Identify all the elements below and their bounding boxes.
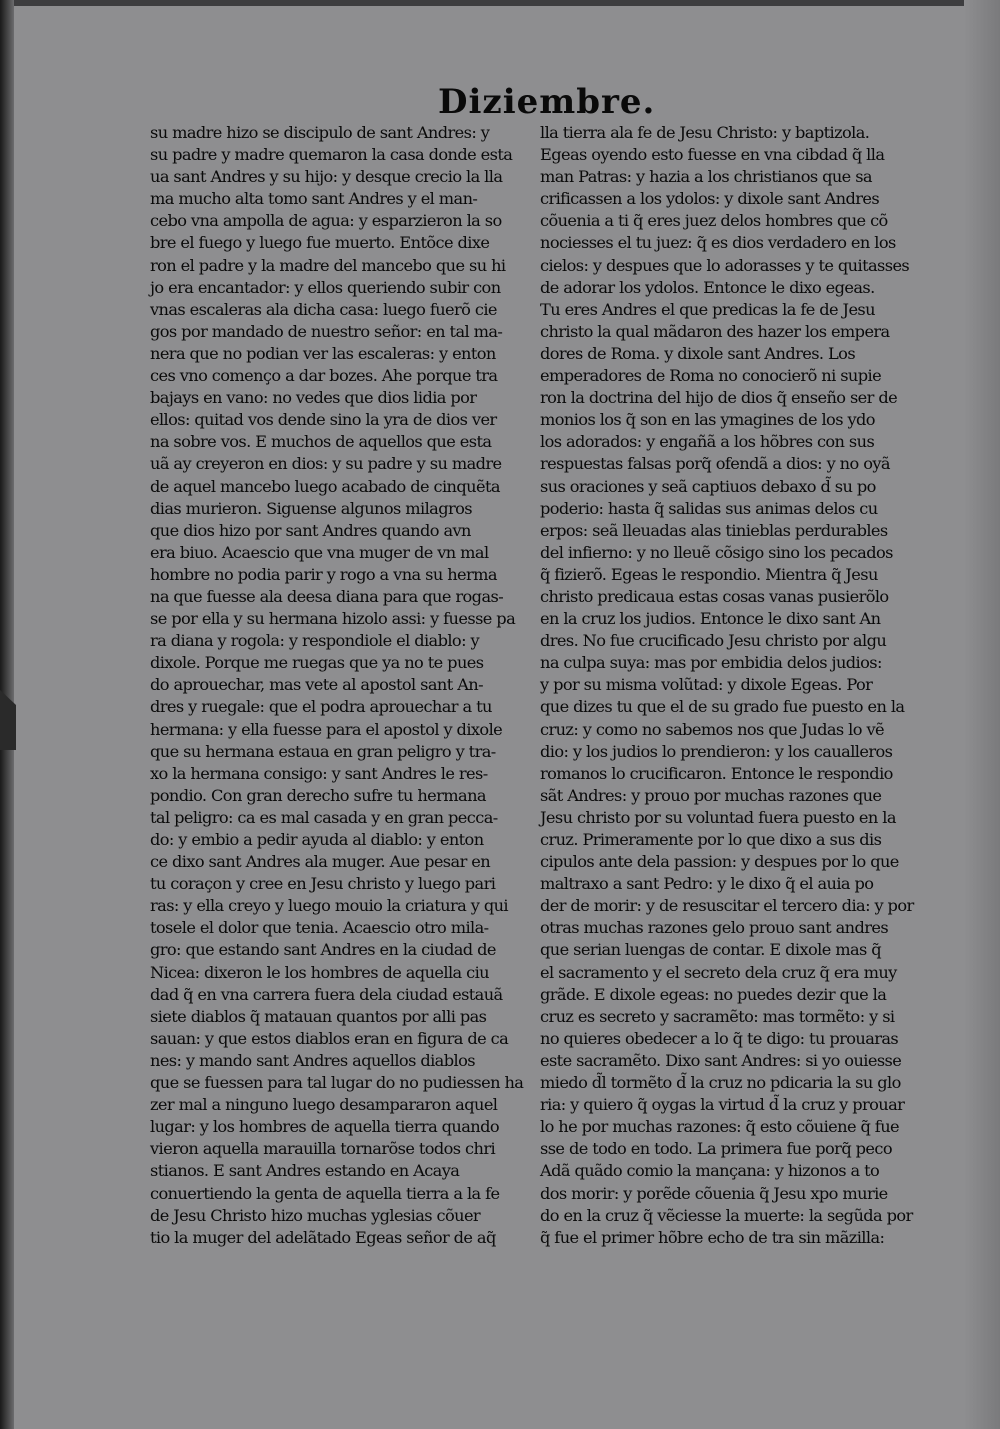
right-column-line: lla tierra ala fe de Jesu Christo: y baptizola. [540,123,870,142]
right-column-line: sus oraciones y seã captiuos debaxo d̃ su po [540,476,876,496]
left-column-line: vieron aquella marauilla tornarõse todos chri [150,1139,496,1159]
left-column-line: stianos. E sant Andres estando en Acaya [150,1161,460,1181]
right-column-line: cruz: y como no sabemos nos que Judas lo vẽ [540,719,884,739]
right-column-line: cruz es secreto y sacramẽto: mas tormẽto: y si [540,1006,895,1026]
left-column-line: conuertiendo la genta de aquella tierra a la fe [150,1183,500,1203]
left-text-column [150,122,525,1249]
right-column-line: cõuenia a ti q̃ eres juez delos hombres que cõ [540,211,888,231]
right-column-line: poderio: hasta q̃ salidas sus animas delos cu [540,498,878,518]
left-column-line: que su hermana estaua en gran peligro y tra- [150,741,496,761]
left-column-line: siete diablos q̃ matauan quantos por alli pas [150,1006,487,1026]
left-column-line: ua sant Andres y su hijo: y desque crecio la lla [150,167,503,187]
left-column-line: su madre hizo se discipulo de sant Andres: y [150,123,490,142]
left-column-line: pondio. Con gran derecho sufre tu hermana [150,785,486,805]
right-column-line: Adã quãdo comio la mançana: y hizonos a to [540,1161,880,1181]
left-column-line: ces vno començo a dar bozes. Ahe porque tra [150,366,498,386]
right-column-line: otras muchas razones gelo prouo sant andres [540,918,889,938]
right-column-line: ron la doctrina del hijo de dios q̃ enseño ser de [540,388,898,408]
right-column-line: christo predicaua estas cosas vanas pusierõlo [540,586,889,606]
left-column-line: hombre no podia parir y rogo a vna su herma [150,564,497,584]
left-column-line: nes: y mando sant Andres aquellos diablos [150,1050,475,1070]
left-column-line: tal peligro: ca es mal casada y en gran pecca- [150,807,498,827]
left-column-line: dad q̃ en vna carrera fuera dela ciudad estauã [150,984,503,1004]
right-column-line: sse de todo en todo. La primera fue porq̃ peco [540,1139,892,1159]
right-column-line: grãde. E dixole egeas: no puedes dezir que la [540,984,887,1004]
right-column-line: dores de Roma. y dixole sant Andres. Los [540,343,856,363]
right-column-line: q̃ fue el primer hõbre echo de tra sin mãzilla: [540,1227,885,1247]
left-column-line: que se fuessen para tal lugar do no pudiessen ha [150,1073,524,1093]
left-column-line: de aquel mancebo luego acabado de cinquẽta [150,476,500,496]
left-column-line: na que fuesse ala deesa diana para que rogas- [150,586,504,606]
left-column-line: cebo vna ampolla de agua: y esparzieron la so [150,211,502,231]
right-column-line: y por su misma volũtad: y dixole Egeas. Por [540,675,873,695]
top-scan-edge [0,0,1000,6]
right-column-line: Jesu christo por su voluntad fuera puesto en la [540,807,896,827]
left-column-line: gro: que estando sant Andres en la ciudad de [150,940,496,960]
right-column-line: man Patras: y hazia a los christianos que sa [540,167,872,187]
left-column-line: tio la muger del adelãtado Egeas señor de aq̃ [150,1227,496,1247]
right-column-line: q̃ fizierõ. Egeas le respondio. Mientra q̃ Jesu [540,564,878,584]
right-column-line: Egeas oyendo esto fuesse en vna cibdad q̃ lla [540,145,885,165]
right-column-line: maltraxo a sant Pedro: y le dixo q̃ el auia po [540,874,874,894]
left-column-line: sauan: y que estos diablos eran en figura de ca [150,1028,509,1048]
right-column-line: miedo d̃l tormẽto d̃ la cruz no pdicaria la su glo [540,1073,901,1093]
right-column-line: de adorar los ydolos. Entonce le dixo egeas. [540,277,875,297]
right-column-line: cruz. Primeramente por lo que dixo a sus dis [540,830,882,849]
left-column-line: ellos: quitad vos dende sino la yra de dios ver [150,410,497,430]
left-column-line: na sobre vos. E muchos de aquellos que esta [150,432,492,452]
right-column-line: el sacramento y el secreto dela cruz q̃ era muy [540,962,897,982]
left-column-line: xo la hermana consigo: y sant Andres le res- [150,763,488,783]
right-column-line: dres. No fue crucificado Jesu christo por algu [540,631,887,651]
left-column-line: hermana: y ella fuesse para el apostol y dixole [150,719,503,739]
left-column-line: que dios hizo por sant Andres quando avn [150,520,471,540]
right-column-line: der de morir: y de resuscitar el tercero dia: y por [540,896,914,916]
left-column-line: dres y ruegale: que el podra aprouechar a tu [150,697,492,717]
right-column-line: na culpa suya: mas por embidia delos judios: [540,653,882,673]
right-column-line: romanos lo crucificaron. Entonce le respondio [540,763,893,783]
left-column-line: zer mal a ninguno luego desampararon aquel [150,1095,498,1115]
right-column-line: dio: y los judios lo prendieron: y los caualleros [540,741,893,761]
left-column-line: dixole. Porque me ruegas que ya no te pues [150,653,484,673]
left-column-line: dias murieron. Siguense algunos milagros [150,498,472,518]
left-column-line: ra diana y rogola: y respondiole el diablo: y [150,631,480,651]
left-column-line: nera que no podian ver las escaleras: y enton [150,343,496,363]
left-column-line: ron el padre y la madre del mancebo que su hi [150,255,506,275]
right-column-line: erpos: seã lleuadas alas tinieblas perdurables [540,520,888,540]
left-column-line: uã ay creyeron en dios: y su padre y su madre [150,454,502,474]
right-column-line: sãt Andres: y prouo por muchas razones que [540,785,882,805]
right-column-line: del infierno: y no lleuẽ cõsigo sino los pecados [540,542,893,562]
right-column-line: lo he por muchas razones: q̃ esto cõuiene q̃ fue [540,1117,899,1137]
left-column-line: gos por mandado de nuestro señor: en tal ma- [150,321,503,341]
right-column-line: emperadores de Roma no conocierõ ni supie [540,366,882,386]
right-page-edge [964,0,1000,1429]
left-column-line: de Jesu Christo hizo muchas yglesias cõuer [150,1205,481,1225]
right-column-line: cielos: y despues que lo adorasses y te quitasses [540,255,910,275]
right-column-line: Tu eres Andres el que predicas la fe de Jesu [540,299,875,319]
running-header-month: Diziembre. [438,82,656,122]
left-column-line: lugar: y los hombres de aquella tierra quando [150,1117,500,1137]
left-column-line: ras: y ella creyo y luego mouio la criatura y qui [150,896,508,916]
left-column-line: bre el fuego y luego fue muerto. Entõce dixe [150,233,490,253]
right-column-line: crificassen a los ydolos: y dixole sant Andres [540,189,880,209]
right-column-line: este sacramẽto. Dixo sant Andres: si yo ouiesse [540,1050,902,1070]
left-column-line: jo era encantador: y ellos queriendo subir con [150,277,501,297]
right-column-line: dos morir: y porẽde cõuenia q̃ Jesu xpo murie [540,1183,888,1203]
left-column-line: Nicea: dixeron le los hombres de aquella ciu [150,962,489,982]
left-column-line: tu coraçon y cree en Jesu christo y luego pari [150,874,496,894]
right-column-line: nociesses el tu juez: q̃ es dios verdadero en los [540,233,896,253]
right-column-line: monios los q̃ son en las ymagines de los ydo [540,410,875,430]
left-column-line: ma mucho alta tomo sant Andres y el man- [150,189,478,209]
left-column-line: era biuo. Acaescio que vna muger de vn mal [150,542,489,562]
right-text-column [540,122,922,1249]
right-column-line: que serian luengas de contar. E dixole mas q̃ [540,940,882,960]
right-column-line: no quieres obedecer a lo q̃ te digo: tu prouaras [540,1028,899,1048]
left-column-line: do: y embio a pedir ayuda al diablo: y enton [150,830,484,849]
right-column-line: que dizes tu que el de su grado fue puesto en la [540,697,905,717]
right-column-line: christo la qual mãdaron des hazer los empera [540,321,890,341]
left-column-line: vnas escaleras ala dicha casa: luego fuerõ cie [150,299,497,319]
right-column-line: cipulos ante dela passion: y despues por lo que [540,852,899,872]
right-column-line: en la cruz los judios. Entonce le dixo sant An [540,609,881,629]
left-column-line: su padre y madre quemaron la casa donde esta [150,145,513,165]
left-column-line: bajays en vano: no vedes que dios lidia por [150,388,477,408]
left-column-line: tosele el dolor que tenia. Acaescio otro mila- [150,918,489,938]
right-column-line: ria: y quiero q̃ oygas la virtud d̃ la cruz y prouar [540,1095,905,1115]
left-column-line: se por ella y su hermana hizolo assi: y fuesse pa [150,609,516,629]
right-column-line: los adorados: y engañã a los hõbres con sus [540,432,875,452]
right-column-line: do en la cruz q̃ vẽciesse la muerte: la segũda por [540,1205,913,1225]
left-column-line: ce dixo sant Andres ala muger. Aue pesar en [150,852,491,872]
left-column-line: do aprouechar, mas vete al apostol sant An- [150,675,483,695]
right-column-line: respuestas falsas porq̃ ofendã a dios: y no oyã [540,454,890,474]
